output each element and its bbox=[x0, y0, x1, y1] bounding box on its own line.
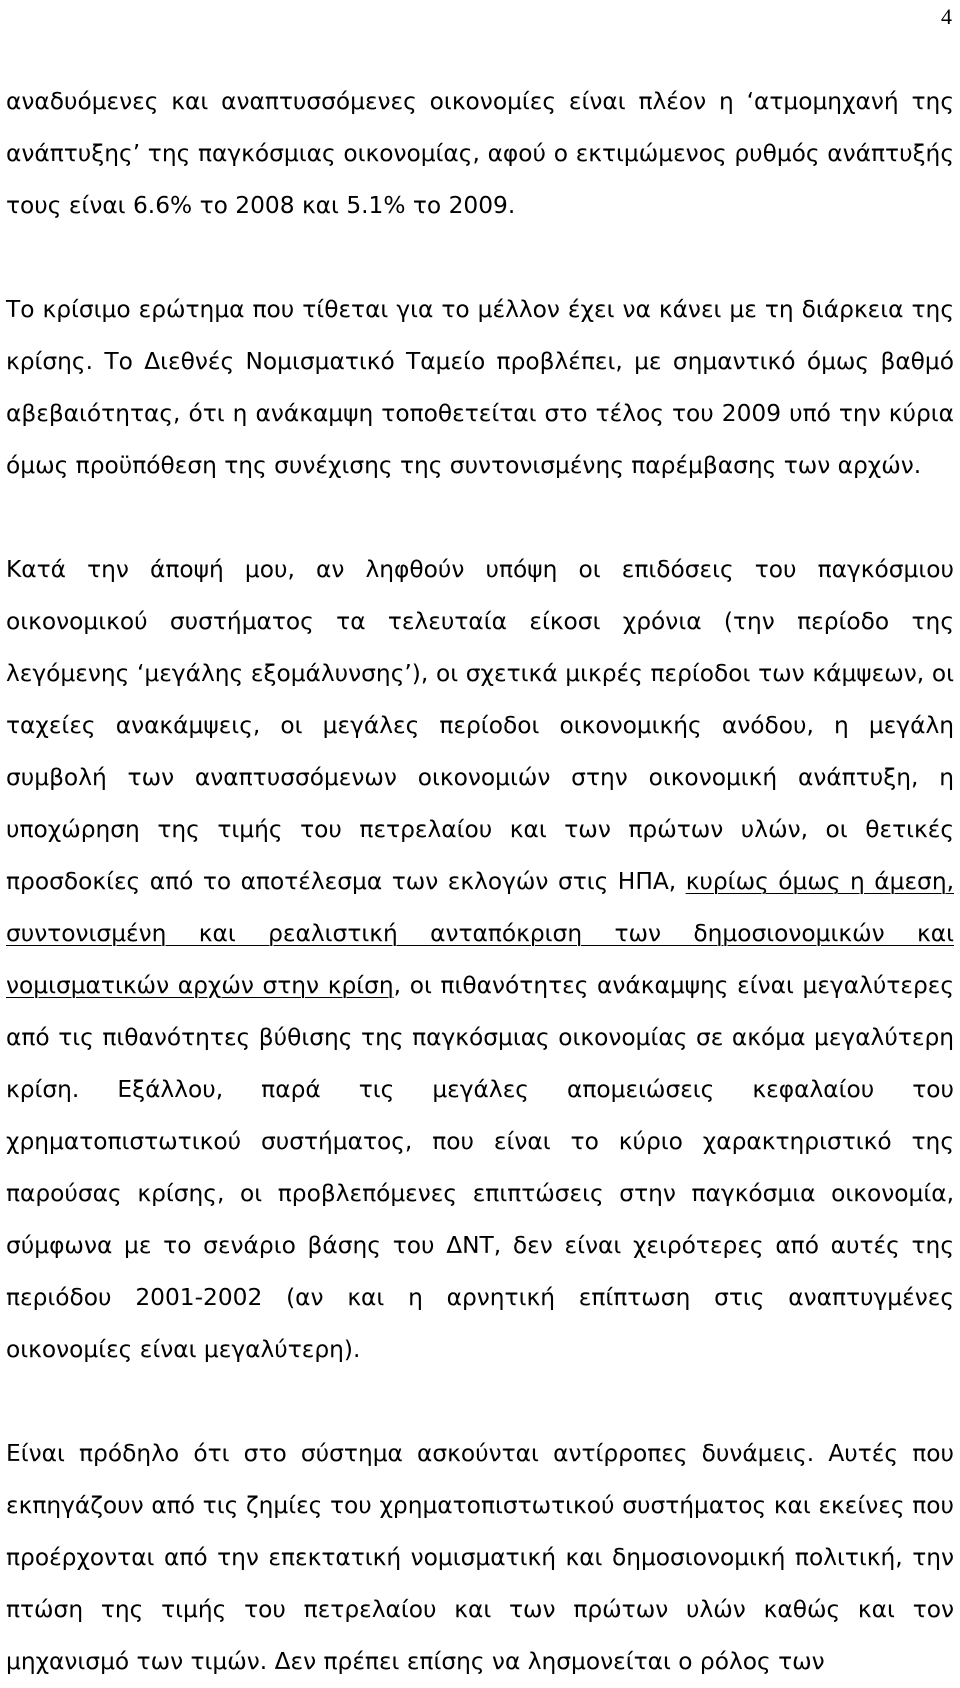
page-number: 4 bbox=[941, 4, 952, 29]
paragraph-growth-engine: αναδυόμενες και αναπτυσσόμενες οικονομίες είναι πλέον η ‘ατμομηχανή της ανάπτυξης’ της παγκόσμιας οικονομίας, αφού ο εκτιμώμενος ρυθμός ανάπτυξής τους είναι 6.6% το 2008 και 5.1% το 2009. bbox=[6, 88, 954, 219]
paragraph-author-view bbox=[6, 544, 954, 1376]
document-body bbox=[6, 76, 954, 1688]
underlined-emphasis: κυρίως όμως η άμεση, συντονισμένη και ρεαλιστική ανταπόκριση των δημοσιονομικών και νομισματικών αρχών στην κρίση bbox=[6, 868, 954, 999]
paragraph-author-view-intro: Κατά την άποψή μου, αν ληφθούν υπόψη οι επιδόσεις του παγκόσμιου οικονομικού συστήματος τα τελευταία είκοσι χρόνια (την περίοδο της λεγόμενης ‘μεγάλης εξομάλυνσης’), οι σχετικά μικρές περίοδοι των κάμψεων, οι ταχείες ανακάμψεις, οι μεγάλες περίοδοι οικονομικής ανόδου, η μεγάλη συμβολή των αναπτυσσόμενων οικονομιών στην οικονομική ανάπτυξη, η υποχώρηση της τιμής του πετρελαίου και των πρώτων υλών, οι θετικές προσδοκίες από το αποτέλεσμα των εκλογών στις ΗΠΑ, bbox=[6, 556, 954, 895]
paragraph-opposing-forces: Είναι πρόδηλο ότι στο σύστημα ασκούνται αντίρροπες δυνάμεις. Αυτές που εκπηγάζουν από τις ζημίες του χρηματοπιστωτικού συστήματος και εκείνες που προέρχονται από την επεκτατική νομισματική και δημοσιονομική πολιτική, την πτώση της τιμής του πετρελαίου και των πρώτων υλών καθώς και τον μηχανισμό των τιμών. Δεν πρέπει επίσης να λησμονείται ο ρόλος των bbox=[6, 1440, 954, 1675]
paragraph-crisis-duration: Το κρίσιμο ερώτημα που τίθεται για το μέλλον έχει να κάνει με τη διάρκεια της κρίσης. Το Διεθνές Νομισματικό Ταμείο προβλέπει, με σημαντικό όμως βαθμό αβεβαιότητας, ότι η ανάκαμψη τοποθετείται στο τέλος του 2009 υπό την κύρια όμως προϋπόθεση της συνέχισης της συντονισμένης παρέμβασης των αρχών. bbox=[6, 296, 954, 479]
paragraph-author-view-rest: , οι πιθανότητες ανάκαμψης είναι μεγαλύτερες από τις πιθανότητες βύθισης της παγκόσμιας οικονομίας σε ακόμα μεγαλύτερη κρίση. Εξάλλου, παρά τις μεγάλες απομειώσεις κεφαλαίου του χρηματοπιστωτικού συστήματος, που είναι το κύριο χαρακτηριστικό της παρούσας κρίσης, οι προβλεπόμενες επιπτώσεις στην παγκόσμια οικονομία, σύμφωνα με το σενάριο βάσης του ΔΝΤ, δεν είναι χειρότερες από αυτές της περιόδου 2001-2002 (αν και η αρνητική επίπτωση στις αναπτυγμένες οικονομίες είναι μεγαλύτερη). bbox=[6, 972, 955, 1363]
